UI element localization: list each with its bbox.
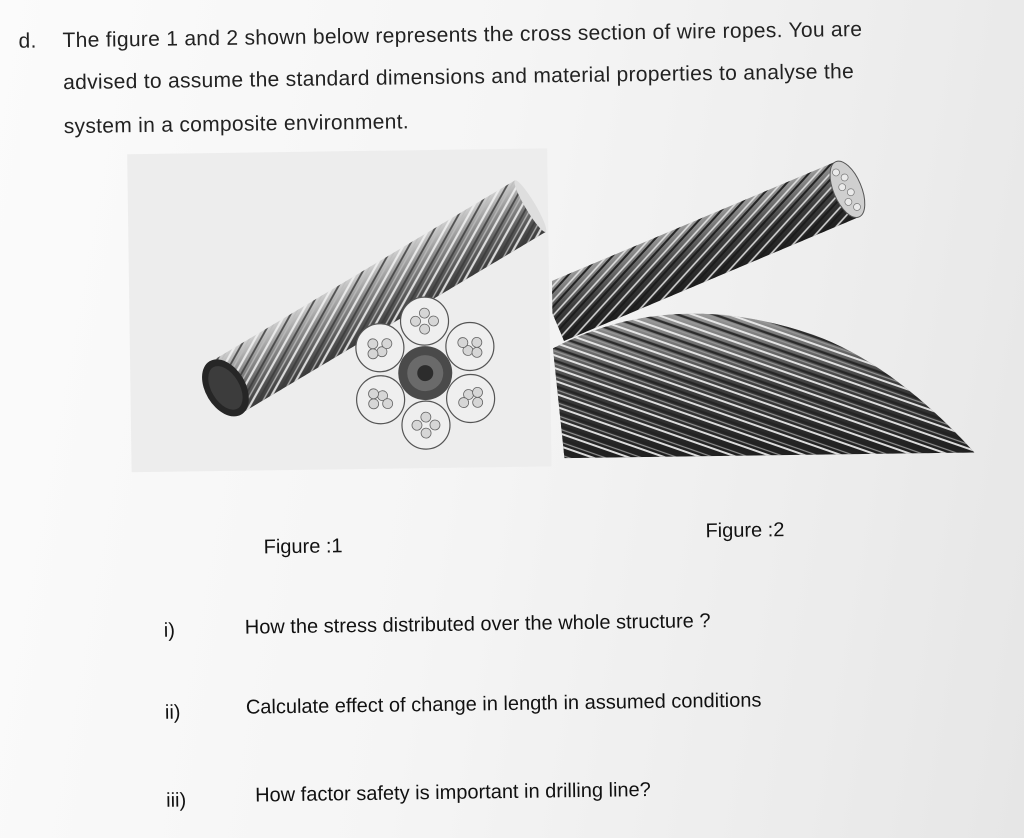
sub-question-number: ii)	[164, 701, 181, 724]
question-marker: d.	[18, 29, 37, 53]
sub-question-number: i)	[163, 619, 176, 642]
steel-wire-rope-icon	[550, 142, 974, 466]
sub-question-number: iii)	[166, 789, 187, 812]
sub-question-text: How the stress distributed over the whole structure ?	[244, 610, 711, 639]
wire-rope-cross-section-icon	[127, 148, 551, 472]
figure-2-image	[550, 142, 974, 466]
intro-line: The figure 1 and 2 shown below represents the cross section of wire ropes. You are	[62, 17, 863, 53]
sub-question-text: How factor safety is important in drilling line?	[254, 778, 651, 807]
intro-line: advised to assume the standard dimensions and material properties to analyse the	[62, 60, 855, 95]
intro-line: system in a composite environment.	[63, 110, 410, 139]
figure-2-caption: Figure :2	[705, 519, 785, 543]
sub-question-text: Calculate effect of change in length in assumed conditions	[245, 689, 762, 719]
figure-1-image	[127, 148, 551, 472]
figure-1-caption: Figure :1	[263, 535, 343, 559]
